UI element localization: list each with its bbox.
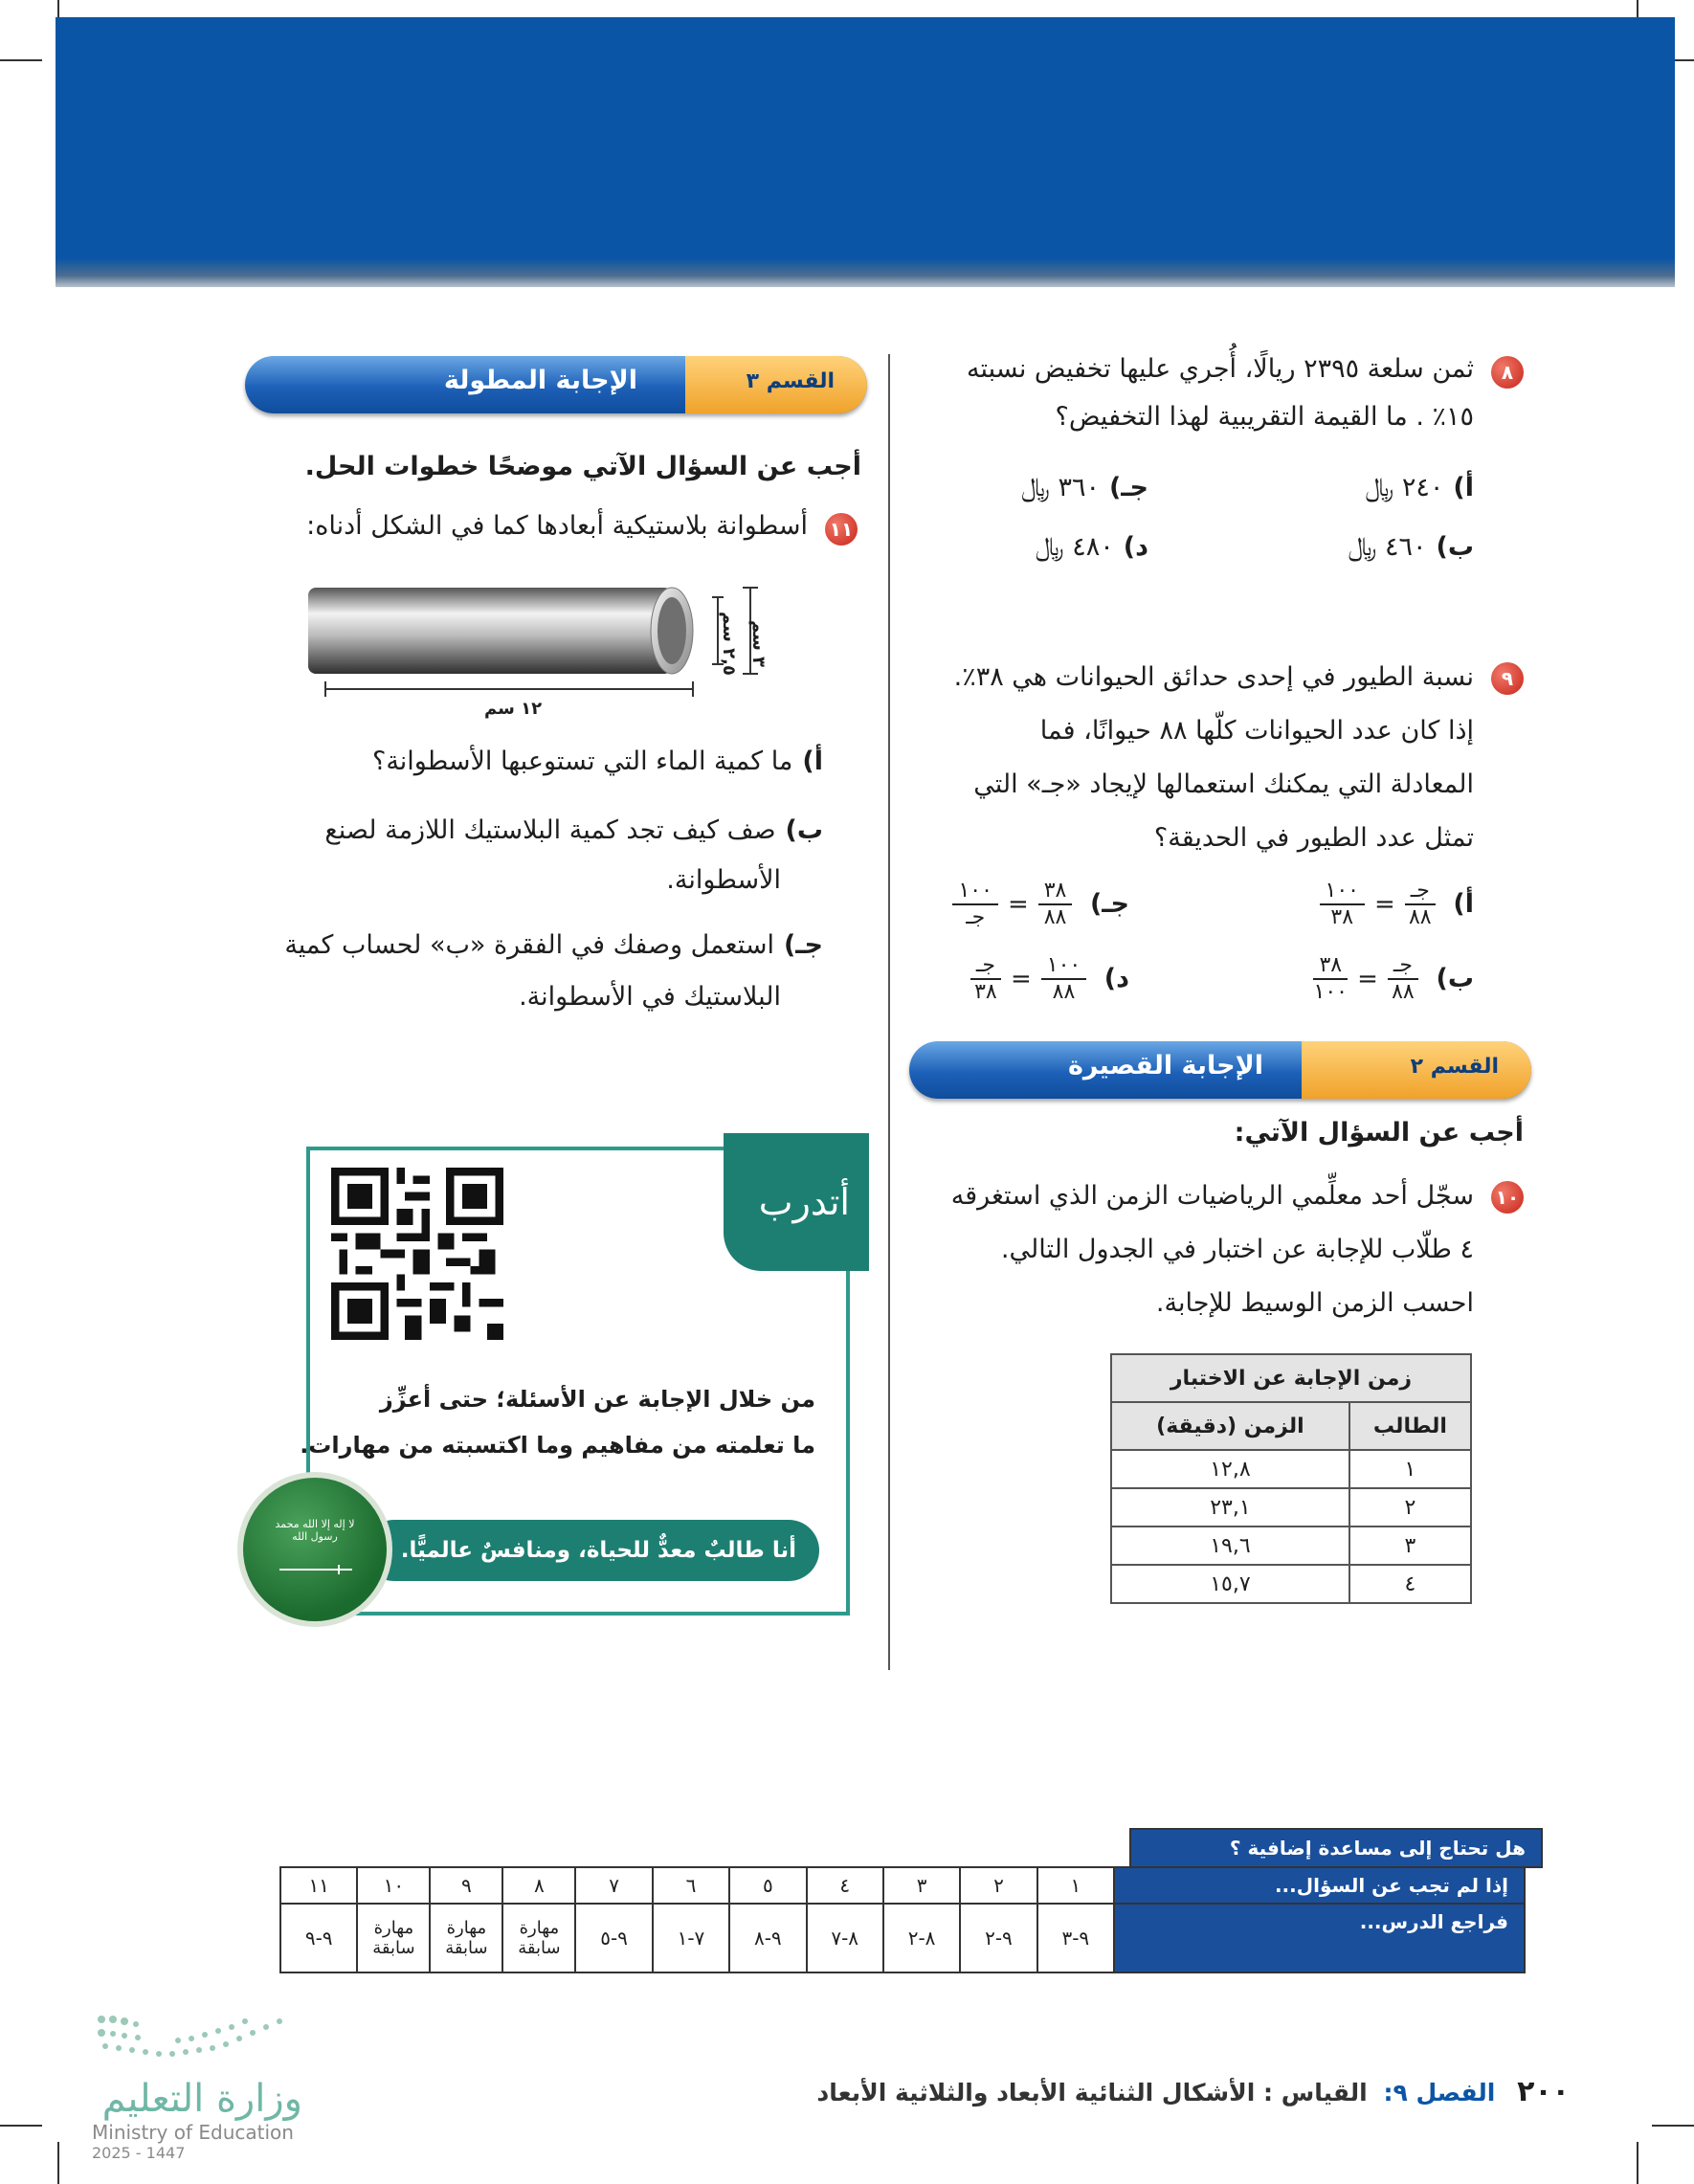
help-lesson-cell: ٩-٢	[960, 1904, 1036, 1972]
table-row: ١ ١٢,٨	[1111, 1450, 1471, 1488]
help-question-cell: ٤	[807, 1867, 883, 1904]
help-question-cell: ٣	[883, 1867, 960, 1904]
dim-length-label: ١٢ سم	[484, 699, 543, 719]
fraction: $\frac{٣٨}{٨٨}$	[1038, 879, 1073, 930]
help-question-cell: ١٠	[357, 1867, 430, 1904]
q11-part-c: جـ)استعمل وصفك في الفقرة «ب» لحساب كمية	[284, 930, 823, 960]
response-time-table	[1110, 1353, 1472, 1604]
q11-part-b: ب)صف كيف تجد كمية البلاستيك اللازمة لصنع	[324, 815, 823, 845]
help-lesson-cell: ٩-٩	[280, 1904, 357, 1972]
section-3-banner	[245, 356, 867, 413]
table-row: ٣ ١٩,٦	[1111, 1527, 1471, 1565]
dim-outer-label: ٣ سم	[748, 619, 769, 668]
question-number-10: ١٠	[1491, 1181, 1524, 1214]
ministry-name-ar: وزارة التعليم	[101, 2077, 302, 2121]
crop-mark	[57, 2142, 59, 2184]
q11-instruction: أجب عن السؤال الآتي موضحًا خطوات الحل.	[304, 452, 861, 481]
practice-text-1: من خلال الإجابة عن الأسئلة؛ حتى أعزِّز	[379, 1386, 815, 1413]
help-lesson-cell: ٨-٢	[883, 1904, 960, 1972]
section-2-tag: القسم ٢	[1410, 1055, 1499, 1079]
q9-line4: تمثل عدد الطيور في الحديقة؟	[1153, 823, 1474, 853]
cylinder-body	[308, 588, 672, 674]
help-lesson-cell: مهارة سابقة	[430, 1904, 502, 1972]
column-divider	[888, 354, 890, 1670]
chapter-title: القياس : الأشكال الثنائية الأبعاد والثلاثية الأبعاد	[816, 2079, 1368, 2106]
q9-option-d[interactable]: د) $\frac{١٠٠}{٨٨}$ = $\frac{\text{جـ}}{٣٨}$	[970, 953, 1129, 1005]
crop-mark	[1637, 2142, 1638, 2184]
q11-part-a: أ)ما كمية الماء التي تستوعبها الأسطوانة؟	[371, 747, 823, 776]
q10-line2: ٤ طلّاب للإجابة عن اختبار في الجدول التالي.	[1000, 1235, 1474, 1264]
q8-option-c[interactable]: جـ)٣٦٠ ﷼	[1020, 473, 1148, 502]
help-lesson-cell: ٩-٥	[575, 1904, 652, 1972]
sword-icon	[272, 1562, 358, 1577]
fraction: $\frac{١٠٠}{٨٨}$	[1041, 953, 1086, 1005]
q9-line3: المعادلة التي يمكنك استعمالها لإيجاد «جـ» التي	[973, 769, 1474, 799]
q11-part-b-cont: الأسطوانة.	[666, 865, 781, 895]
table-title: زمن الإجابة عن الاختبار	[1111, 1354, 1471, 1402]
ministry-dots-icon	[92, 2010, 302, 2077]
help-lesson-cell: ٧-١	[653, 1904, 729, 1972]
help-lesson-cell: ٩-٨	[729, 1904, 806, 1972]
q9-option-a[interactable]: أ) $\frac{\text{جـ}}{٨٨}$ = $\frac{١٠٠}{٣٨}$	[1320, 879, 1475, 930]
practice-text-2: ما تعلمته من مفاهيم وما اكتسبته من مهارات.	[300, 1432, 815, 1459]
crop-mark	[0, 2125, 42, 2127]
help-question-cell: ٢	[960, 1867, 1036, 1904]
q8-line1: ثمن سلعة ٢٣٩٥ ريالًا، أُجري عليها تخفيض نسبته	[966, 354, 1474, 384]
q8-option-b[interactable]: ب)٤٦٠ ﷼	[1348, 532, 1474, 562]
chapter-label: الفصل ٩:	[1383, 2079, 1496, 2106]
ministry-year: 2025 - 1447	[92, 2144, 186, 2162]
help-lesson-cell: ٨-٧	[807, 1904, 883, 1972]
fraction: $\frac{١٠٠}{٣٨}$	[1320, 879, 1365, 930]
motto-text: أنا طالبٌ معدٌّ للحياة، ومنافسٌ عالميًّا.	[400, 1538, 796, 1563]
section-2-banner	[909, 1041, 1531, 1099]
practice-tab: أتدرب	[724, 1133, 869, 1271]
section-2-title: الإجابة القصيرة	[1067, 1051, 1263, 1081]
q8-option-a[interactable]: أ)٢٤٠ ﷼	[1365, 473, 1474, 502]
q9-line1: نسبة الطيور في إحدى حدائق الحيوانات هي ٣٨٪.	[953, 662, 1474, 692]
dim-inner-label: ٢,٥ سم	[718, 612, 739, 676]
help-table	[279, 1866, 1526, 1973]
table-row: ٢ ٢٣,١	[1111, 1488, 1471, 1527]
help-lesson-cell: مهارة سابقة	[502, 1904, 575, 1972]
fraction: $\frac{١٠٠}{\text{جـ}}$	[952, 879, 997, 930]
help-question-cell: ٦	[653, 1867, 729, 1904]
flag-shahada-text: لا إله إلا الله محمد رسول الله	[275, 1518, 355, 1543]
q11-line1: أسطوانة بلاستيكية أبعادها كما في الشكل أدناه:	[306, 511, 808, 541]
q9-line2: إذا كان عدد الحيوانات كلّها ٨٨ حيوانًا، فما	[1039, 716, 1474, 746]
help-lesson-cell: مهارة سابقة	[357, 1904, 430, 1972]
help-row2-label: فراجع الدرس...	[1114, 1904, 1525, 1972]
fraction: $\frac{\text{جـ}}{٣٨}$	[970, 953, 1001, 1005]
q8-line2: ١٥٪ . ما القيمة التقريبية لهذا التخفيض؟	[1055, 402, 1474, 432]
cylinder-end-inner	[658, 597, 686, 664]
qr-code-icon[interactable]	[331, 1168, 503, 1340]
question-number-9: ٩	[1491, 662, 1524, 695]
section-3-tag: القسم ٣	[746, 369, 835, 393]
q8-option-d[interactable]: د)٤٨٠ ﷼	[1035, 532, 1148, 562]
page-footer	[816, 2075, 1570, 2108]
q9-option-b[interactable]: ب) $\frac{\text{جـ}}{٨٨}$ = $\frac{٣٨}{١٠٠}$	[1313, 953, 1474, 1004]
help-lesson-cell: ٩-٣	[1037, 1904, 1114, 1972]
help-title: هل تحتاج إلى مساعدة إضافية ؟	[1129, 1828, 1543, 1868]
question-number-8: ٨	[1491, 356, 1524, 389]
help-question-cell: ١١	[280, 1867, 357, 1904]
fraction: $\frac{\text{جـ}}{٨٨}$	[1405, 879, 1436, 930]
fraction: $\frac{٣٨}{١٠٠}$	[1313, 953, 1348, 1004]
question-number-11: ١١	[825, 513, 858, 546]
fraction: $\frac{\text{جـ}}{٨٨}$	[1388, 953, 1418, 1005]
help-question-cell: ٧	[575, 1867, 652, 1904]
help-row1-label: إذا لم تجب عن السؤال...	[1114, 1867, 1525, 1904]
cylinder-figure	[306, 574, 785, 727]
q11-part-c-cont: البلاستيك في الأسطوانة.	[519, 982, 781, 1012]
table-row: ٤ ١٥,٧	[1111, 1565, 1471, 1603]
q10-line1: سجّل أحد معلِّمي الرياضيات الزمن الذي استغرقه	[950, 1181, 1474, 1211]
q10-line3: احسب الزمن الوسيط للإجابة.	[1155, 1288, 1474, 1318]
help-question-cell: ٩	[430, 1867, 502, 1904]
header-band-shadow	[56, 258, 1675, 287]
motto-bar	[364, 1520, 819, 1581]
crop-mark	[0, 59, 42, 61]
q10-instruction: أجب عن السؤال الآتي:	[1234, 1118, 1524, 1148]
saudi-flag-emblem	[237, 1472, 392, 1627]
page-number: ٢٠٠	[1517, 2075, 1570, 2108]
help-question-cell: ١	[1037, 1867, 1114, 1904]
header-band	[56, 17, 1675, 283]
ministry-name-en: Ministry of Education	[92, 2121, 294, 2144]
table-header-student: الطالب	[1349, 1402, 1471, 1450]
crop-mark	[1652, 2125, 1694, 2127]
table-header-time: الزمن (دقيقة)	[1111, 1402, 1349, 1450]
ministry-logo	[92, 2010, 302, 2163]
section-3-title: الإجابة المطولة	[443, 366, 637, 395]
help-question-cell: ٥	[729, 1867, 806, 1904]
help-question-cell: ٨	[502, 1867, 575, 1904]
q9-option-c[interactable]: جـ) $\frac{٣٨}{٨٨}$ = $\frac{١٠٠}{\text{جـ}}$	[952, 879, 1129, 930]
